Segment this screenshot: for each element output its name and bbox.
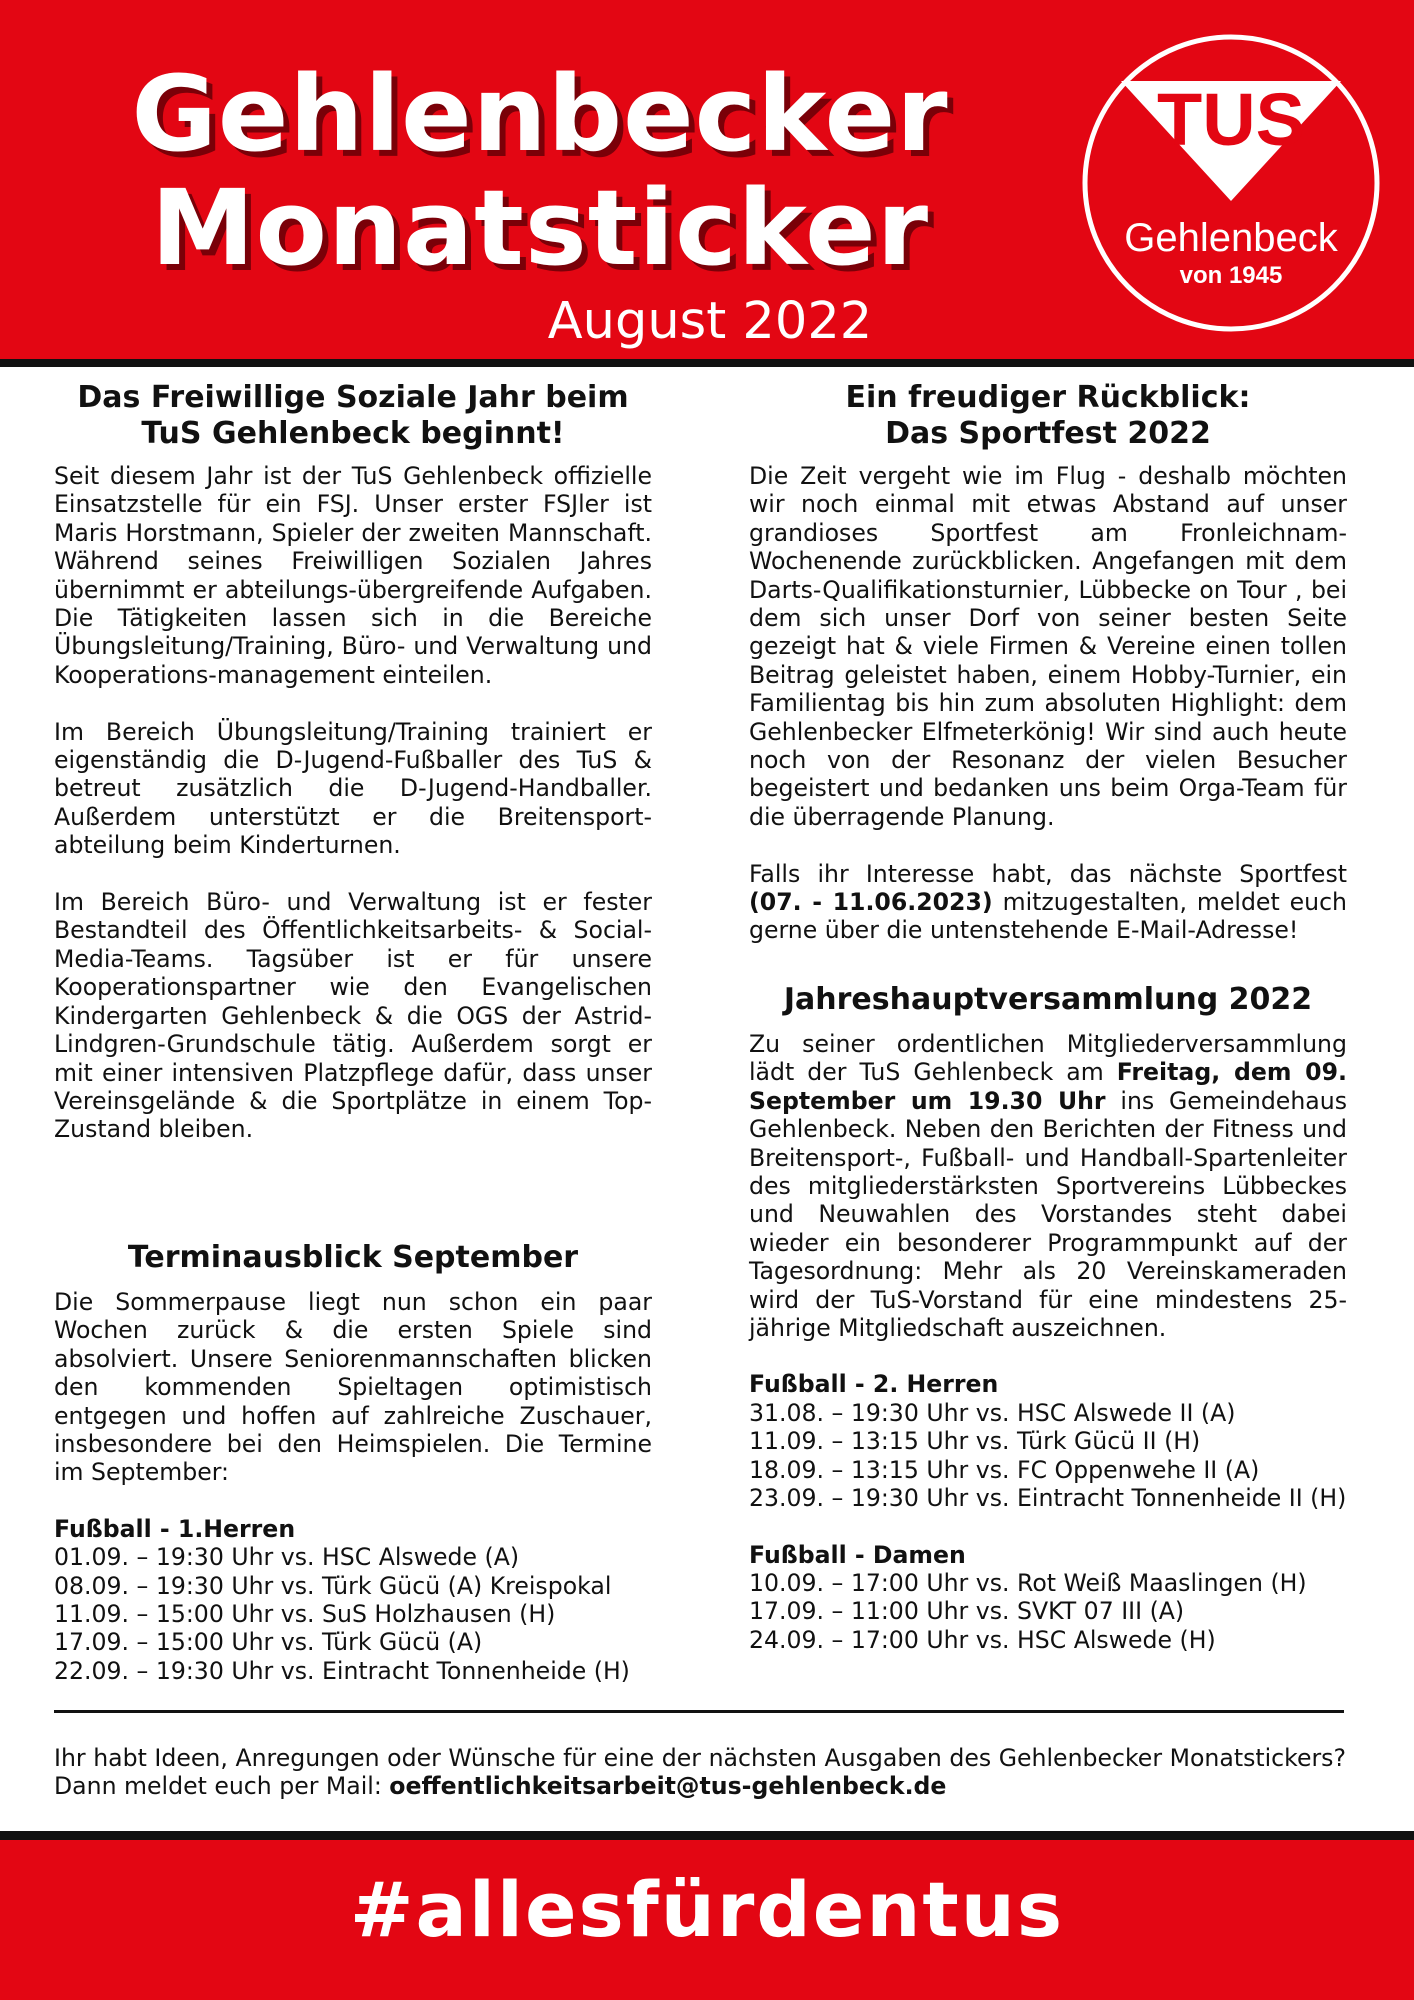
issue-date: August 2022 <box>547 292 873 351</box>
article-jhv-paragraph: Zu seiner ordentlichen Mitgliederversammlung lädt der TuS Gehlenbeck am Freitag, dem 09. September um 19.30 Uhr ins Gemeindehaus Gehlenbeck. Neben den Berichten der Fitness und Breitensport-, Fußball- und Handball-Spartenleiter des mitgliederstärksten Sportvereins Lübbeckes und Neuwahlen des Vorstandes steht dabei wieder ein besonderer Programmpunkt auf der Tagesordnung: Mehr als 20 Vereinskameraden wird der TuS-Vorstand für eine mindestens 25-jährige Mitgliedschaft auszeichnen. <box>749 1030 1347 1343</box>
contact-email-link[interactable]: oeffentlichkeitsarbeit@tus-gehlenbeck.de <box>389 1772 947 1801</box>
schedule-item: 17.09. – 15:00 Uhr vs. Türk Gücü (A) <box>54 1628 483 1657</box>
article-jhv-body <box>749 1030 1347 1342</box>
svg-text:TUS: TUS <box>1157 78 1305 161</box>
bottom-divider <box>0 1831 1414 1840</box>
article-terminausblick <box>54 1240 652 1685</box>
schedule-item: 11.09. – 15:00 Uhr vs. SuS Holzhausen (H) <box>54 1600 556 1629</box>
article-fsj-paragraph: Im Bereich Büro- und Verwaltung ist er fester Bestandteil des Öffentlichkeitsarbeits- & Social-Media-Teams. Tagsüber ist er für unsere Kooperationspartner wie den Evangelischen Kindergarten Gehlenbeck & die OGS der Astrid-Lindgren-Grundschule tätig. Außerdem sorgt er mit einer intensiven Platzpflege dafür, dass unser Vereinsgelände & die Sportplätze in einem Top-Zustand bleiben. <box>54 888 652 1144</box>
article-jhv-title: Jahreshauptversammlung 2022 <box>783 982 1313 1017</box>
article-fsj-paragraph: Im Bereich Übungsleitung/Training trainiert er eigenständig die D-Jugend-Fußballer des TuS & betreut zusätzlich die D-Jugend-Handballer. Außerdem unterstützt er die Breitensport-abteilung beim Kinderturnen. <box>54 717 652 860</box>
schedule-item: 18.09. – 13:15 Uhr vs. FC Oppenwehe II (A) <box>749 1455 1260 1484</box>
schedule-herren1 <box>54 1515 652 1685</box>
schedule-herren2 <box>749 1370 1347 1512</box>
article-terminausblick-paragraph: Die Sommerpause liegt nun schon ein paar Wochen zurück & die ersten Spiele sind absolviert. Unsere Seniorenmannschaften blicken den kommenden Spieltagen optimistisch entgegen und hoffen auf zahlreiche Zuschauer, insbesondere bei den Heimspielen. Die Termine im September: <box>54 1288 652 1487</box>
schedule-damen <box>749 1541 1347 1655</box>
article-terminausblick-body <box>54 1288 652 1487</box>
schedule-item: 22.09. – 19:30 Uhr vs. Eintracht Tonnenheide (H) <box>54 1656 630 1685</box>
schedule-item: 31.08. – 19:30 Uhr vs. HSC Alswede II (A) <box>749 1398 1236 1427</box>
article-jahreshauptversammlung <box>749 982 1347 1654</box>
masthead-title-line2: Monatsticker <box>151 167 929 289</box>
schedule-herren1-heading: Fußball - 1.Herren <box>54 1514 296 1543</box>
schedule-herren2-heading: Fußball - 2. Herren <box>749 1370 999 1399</box>
schedule-item: 08.09. – 19:30 Uhr vs. Türk Gücü (A) Kreispokal <box>54 1571 612 1600</box>
tus-gehlenbeck-logo <box>1081 33 1381 333</box>
header-divider <box>0 359 1414 367</box>
svg-text:Gehlenbeck: Gehlenbeck <box>1124 216 1338 260</box>
article-fsj-title: Das Freiwillige Soziale Jahr beim TuS Gehlenbeck beginnt! <box>77 380 629 451</box>
schedule-item: 10.09. – 17:00 Uhr vs. Rot Weiß Maaslingen (H) <box>749 1568 1307 1597</box>
schedule-damen-heading: Fußball - Damen <box>749 1540 966 1569</box>
masthead-title-line1: Gehlenbecker <box>131 53 949 175</box>
schedule-item: 01.09. – 19:30 Uhr vs. HSC Alswede (A) <box>54 1543 520 1572</box>
article-rueckblick-paragraph: Falls ihr Interesse habt, das nächste Sportfest (07. - 11.06.2023) mitzugestalten, meldet euch gerne über die untenstehende E-Mail-Adresse! <box>749 859 1347 945</box>
article-fsj <box>54 380 652 1144</box>
footer-contact-note: Ihr habt Ideen, Anregungen oder Wünsche für eine der nächsten Ausgaben des Gehlenbecker Monatstickers? Dann meldet euch per Mail: oeffentlichkeitsarbeit@tus-gehlenbeck.de <box>54 1744 1346 1801</box>
article-fsj-paragraph: Seit diesem Jahr ist der TuS Gehlenbeck offizielle Einsatzstelle für ein FSJ. Unser erster FSJler ist Maris Horstmann, Spieler der zweiten Mannschaft. Während seines Freiwilligen Sozialen Jahres übernimmt er abteilungs-übergreifende Aufgaben. Die Tätigkeiten lassen sich in die Bereiche Übungsleitung/Training, Büro- und Verwaltung und Kooperations-management einteilen. <box>54 462 652 689</box>
article-rueckblick-title: Ein freudiger Rückblick: Das Sportfest 2022 <box>845 380 1251 451</box>
article-terminausblick-title: Terminausblick September <box>127 1240 579 1275</box>
schedule-item: 24.09. – 17:00 Uhr vs. HSC Alswede (H) <box>749 1625 1216 1654</box>
hashtag-slogan: #allesfürdentus <box>349 1865 1065 1954</box>
article-fsj-body <box>54 462 652 1144</box>
article-rueckblick-paragraph: Die Zeit vergeht wie im Flug - deshalb möchten wir noch einmal mit etwas Abstand auf unser grandioses Sportfest am Fronleichnam-Wochenende zurückblicken. Angefangen mit dem Darts-Qualifikationsturnier, Lübbecke on Tour , bei dem sich unser Dorf von seiner besten Seite gezeigt hat & viele Firmen & Vereine einen tollen Beitrag geleistet haben, einem Hobby-Turnier, ein Familientag bis hin zum absoluten Highlight: dem Gehlenbecker Elfmeterkönig! Wir sind auch heute noch von der Resonanz der vielen Besucher begeistert und bedanken uns beim Orga-Team für die überragende Planung. <box>749 462 1347 831</box>
schedule-item: 17.09. – 11:00 Uhr vs. SVKT 07 III (A) <box>749 1597 1185 1626</box>
svg-text:von 1945: von 1945 <box>1179 262 1283 289</box>
article-rueckblick <box>749 380 1347 945</box>
article-rueckblick-body <box>749 462 1347 945</box>
schedule-item: 23.09. – 19:30 Uhr vs. Eintracht Tonnenheide II (H) <box>749 1484 1347 1513</box>
schedule-item: 11.09. – 13:15 Uhr vs. Türk Gücü II (H) <box>749 1427 1201 1456</box>
footer-divider <box>54 1710 1344 1713</box>
